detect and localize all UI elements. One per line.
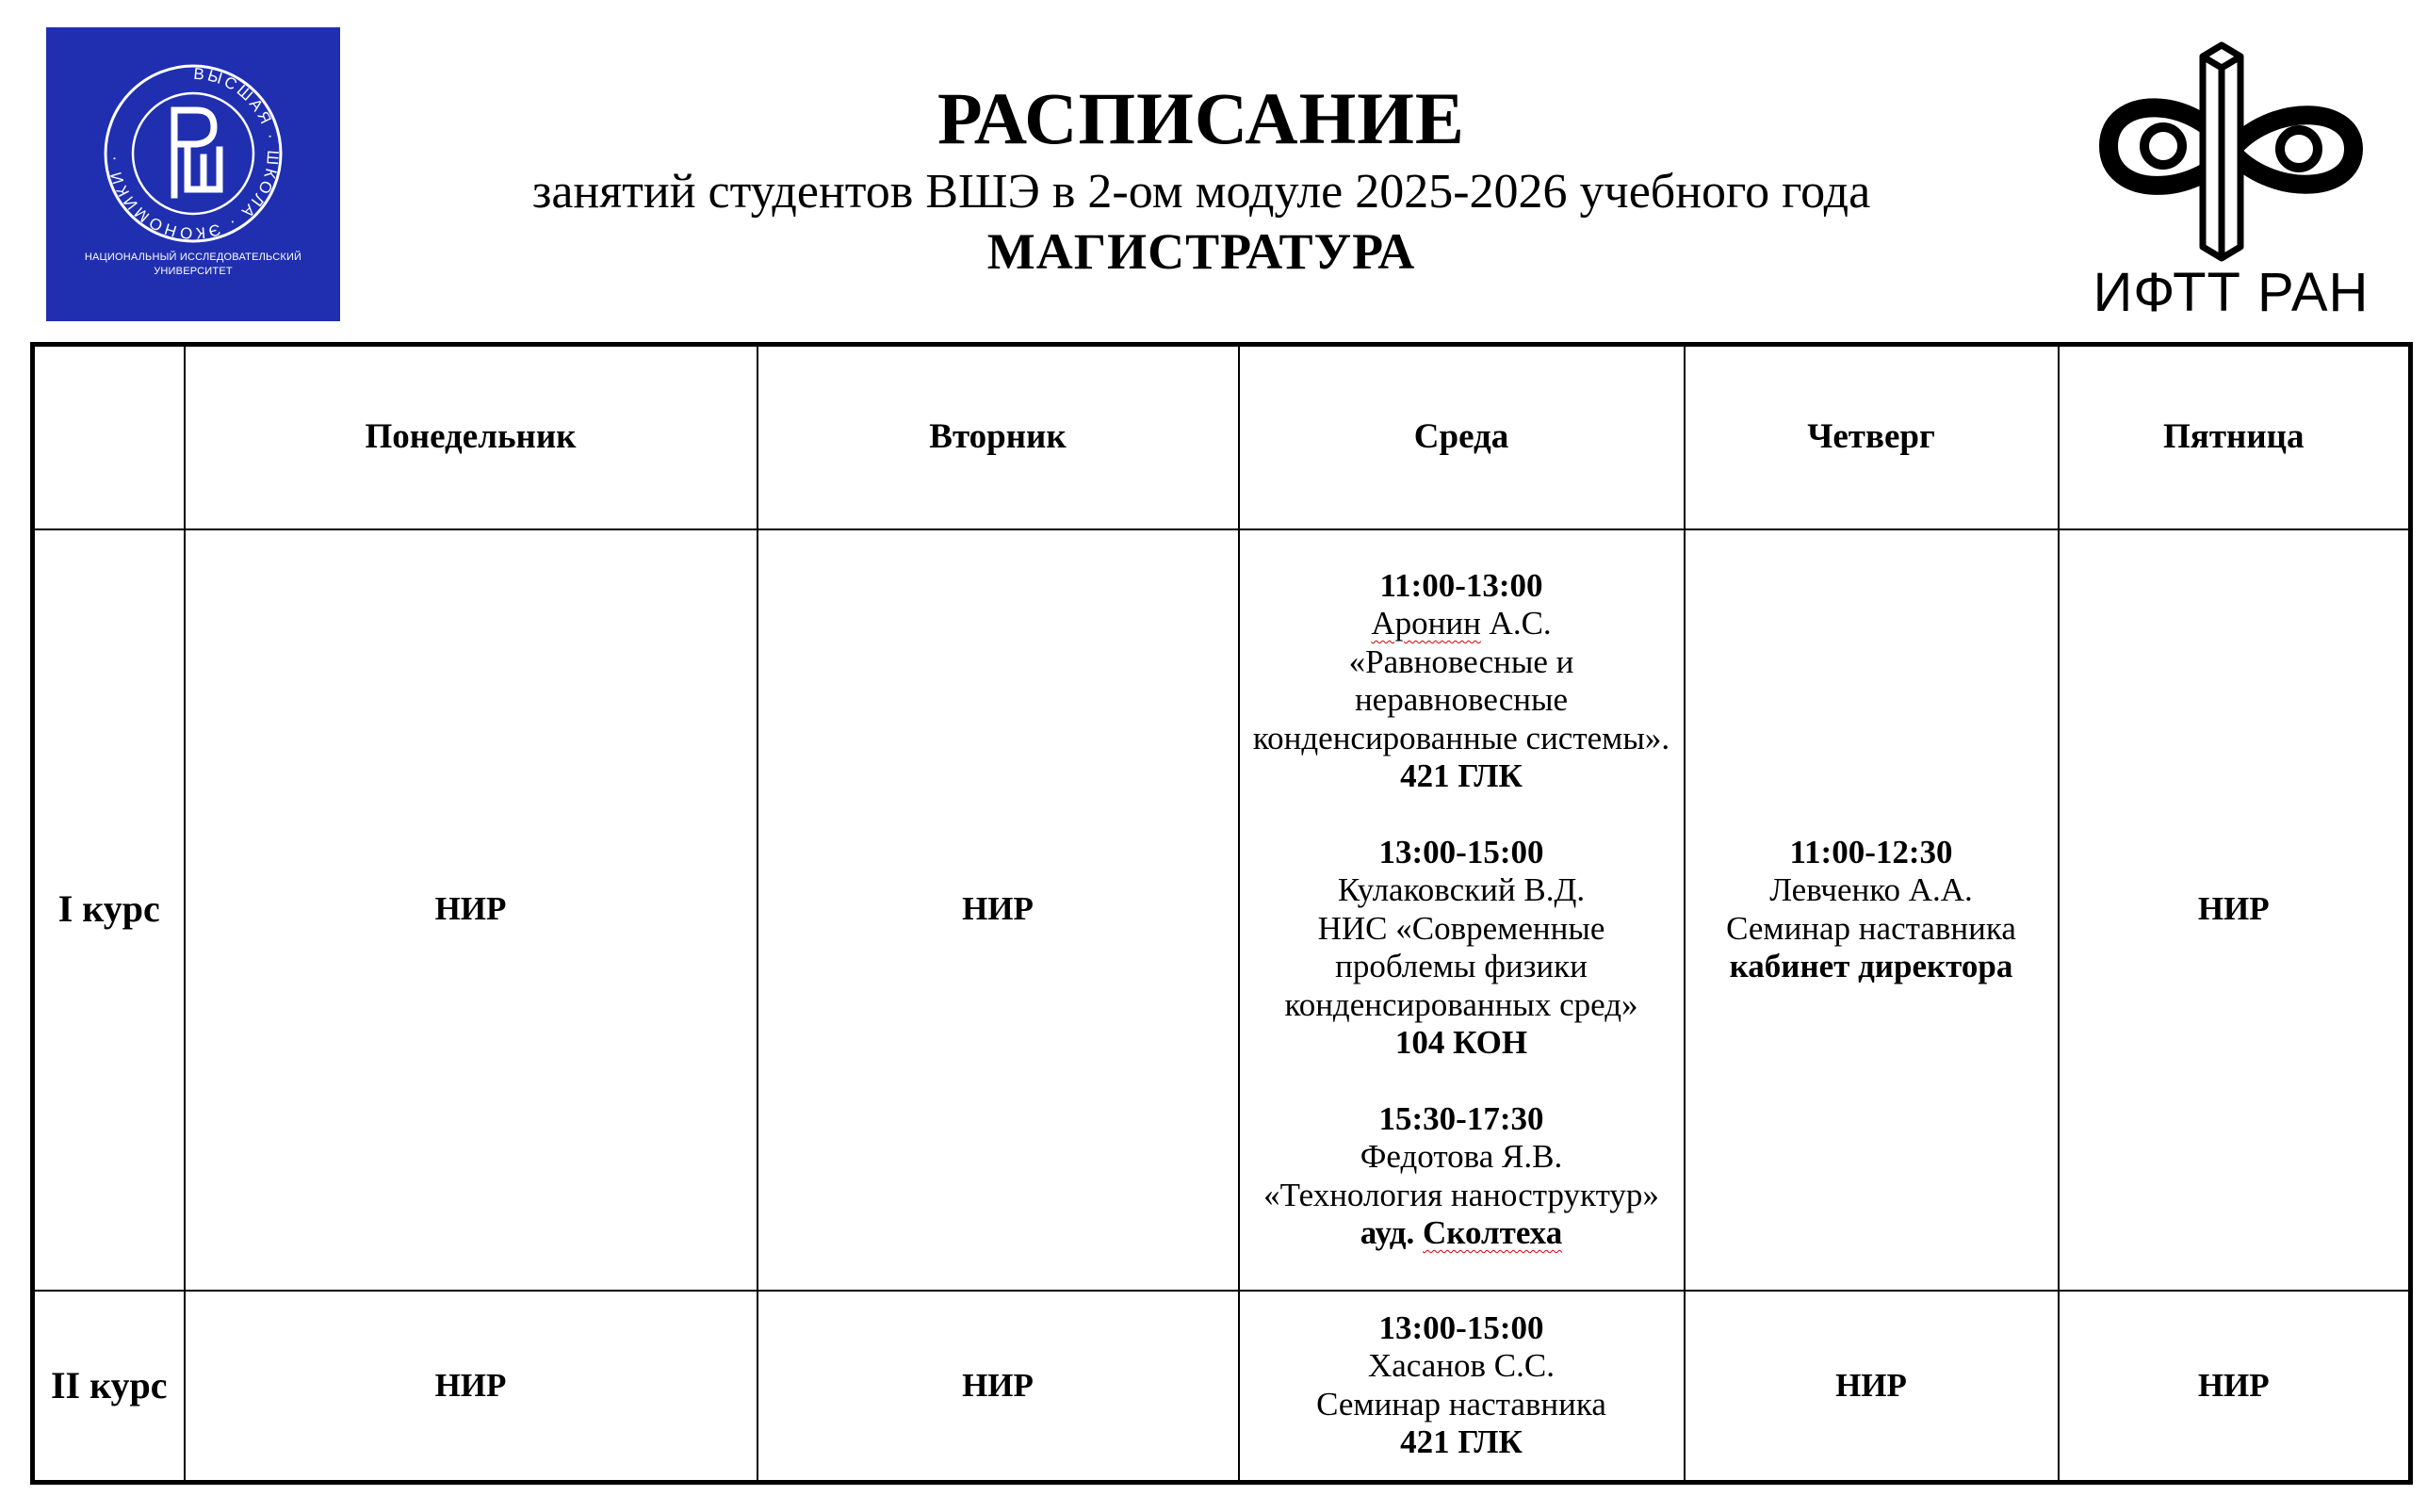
class-spacer — [1247, 796, 1676, 834]
day-header-thursday: Четверг — [1685, 345, 2059, 529]
class-room: 421 ГЛК — [1400, 1423, 1523, 1461]
cell-nir: НИР — [757, 1291, 1239, 1483]
corner-cell — [33, 345, 185, 529]
class-teacher: Левченко А.А. — [1769, 871, 1973, 908]
class-subject-line: «Равновесные и — [1348, 642, 1574, 680]
class-subject-line: конденсированных сред» — [1284, 985, 1638, 1023]
day-header-tuesday: Вторник — [757, 345, 1239, 529]
cell-thursday-course-1 — [1685, 529, 2059, 1291]
hse-caption-line1: НАЦИОНАЛЬНЫЙ ИССЛЕДОВАТЕЛЬСКИЙ — [84, 252, 302, 263]
hse-ring-text: ВЫСШАЯ · ШКОЛА · ЭКОНОМИКИ · — [104, 64, 283, 243]
hse-caption — [46, 251, 340, 279]
class-time: 13:00-15:00 — [1378, 833, 1544, 870]
hse-logo — [46, 27, 340, 321]
day-header-wednesday: Среда — [1239, 345, 1685, 529]
room-prefix: ауд. — [1360, 1214, 1423, 1251]
class-teacher: Кулаковский В.Д. — [1337, 871, 1586, 908]
day-header-monday: Понедельник — [185, 345, 757, 529]
teacher-surname: Аронин — [1371, 605, 1481, 642]
class-block — [1247, 1100, 1676, 1253]
cell-nir: НИР — [185, 529, 757, 1291]
class-block — [1247, 567, 1676, 796]
cell-nir: НИР — [1685, 1291, 2059, 1483]
class-subject-line: «Технология наноструктур» — [1263, 1176, 1659, 1213]
iftt-caption: ИФТТ РАН — [2093, 262, 2370, 323]
table-header-row — [33, 345, 2411, 529]
program-title: МАГИСТРАТУРА — [986, 223, 1416, 280]
class-subject-line: НИС «Современные — [1317, 909, 1605, 947]
cell-nir: НИР — [757, 529, 1239, 1291]
teacher-initials: А.С. — [1480, 605, 1552, 642]
class-subject-line: проблемы физики — [1335, 948, 1588, 984]
page-title: РАСПИСАНИЕ — [937, 77, 1465, 159]
class-room: 421 ГЛК — [1400, 757, 1523, 794]
class-time: 15:30-17:30 — [1378, 1099, 1544, 1137]
class-teacher: Хасанов С.С. — [1367, 1347, 1555, 1385]
iftt-logo — [2090, 38, 2372, 330]
class-block — [1247, 834, 1676, 1063]
class-room: 104 КОН — [1394, 1024, 1528, 1061]
class-subject-line: неравновесные — [1354, 681, 1569, 718]
class-room — [1247, 1214, 1676, 1253]
day-header-friday: Пятница — [2059, 345, 2411, 529]
class-subject-line: конденсированные системы». — [1252, 719, 1670, 756]
course-label-1: I курс — [33, 529, 185, 1291]
iftt-emblem-icon — [2090, 38, 2372, 264]
class-teacher — [1247, 605, 1676, 643]
class-room: кабинет директора — [1729, 948, 2013, 984]
cell-wednesday-course-1 — [1239, 529, 1685, 1291]
class-subject: Семинар наставника — [1726, 909, 2016, 947]
class-spacer — [1247, 1063, 1676, 1100]
class-time: 11:00-12:30 — [1789, 833, 1953, 870]
room-name: Сколтеха — [1423, 1214, 1563, 1251]
class-time: 13:00-15:00 — [1378, 1309, 1544, 1346]
course-label-2: II курс — [33, 1291, 185, 1483]
header — [377, 73, 2026, 283]
table-row — [33, 1291, 2411, 1483]
cell-nir: НИР — [2059, 529, 2411, 1291]
hse-caption-line2: УНИВЕРСИТЕТ — [154, 266, 233, 277]
cell-wednesday-course-2 — [1239, 1291, 1685, 1483]
page-subtitle: занятий студентов ВШЭ в 2-ом модуле 2025-2026 учебного года — [531, 165, 1871, 219]
class-time: 11:00-13:00 — [1379, 566, 1543, 604]
cell-nir: НИР — [2059, 1291, 2411, 1483]
class-teacher: Федотова Я.В. — [1360, 1138, 1563, 1175]
cell-nir: НИР — [185, 1291, 757, 1483]
class-subject: Семинар наставника — [1316, 1385, 1606, 1423]
schedule-table — [30, 342, 2413, 1485]
table-row — [33, 529, 2411, 1291]
